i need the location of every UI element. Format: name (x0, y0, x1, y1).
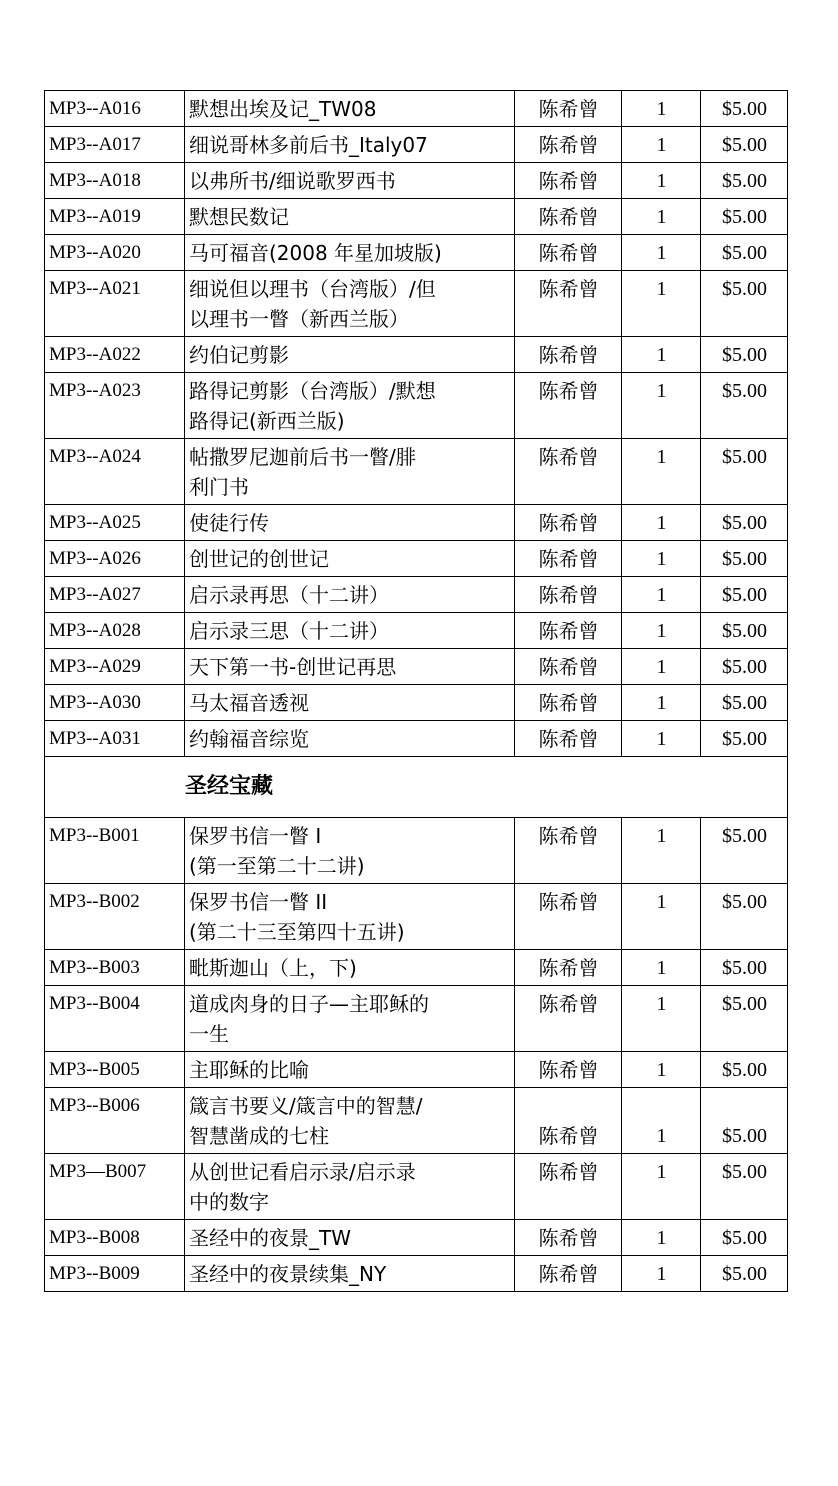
table-row (45, 163, 788, 199)
table-row (45, 613, 788, 649)
item-code: MP3--B009 (45, 1256, 185, 1292)
item-title-line: 毗斯迦山（上，下) (189, 956, 357, 980)
item-quantity: 1 (622, 271, 701, 337)
table-row (45, 721, 788, 757)
item-code: MP3--A026 (45, 541, 185, 577)
item-quantity: 1 (622, 613, 701, 649)
item-code: MP3--A031 (45, 721, 185, 757)
item-code: MP3--B006 (45, 1088, 185, 1154)
item-price: $5.00 (701, 505, 788, 541)
table-row (45, 337, 788, 373)
item-author: 陈希曾 (515, 950, 622, 986)
table-row (45, 199, 788, 235)
item-author: 陈希曾 (515, 163, 622, 199)
item-code: MP3--B004 (45, 986, 185, 1052)
item-title (185, 373, 515, 439)
table-row (45, 235, 788, 271)
item-price: $5.00 (701, 986, 788, 1052)
item-title-line: 路得记剪影（台湾版）/默想 (189, 379, 436, 403)
item-author: 陈希曾 (515, 541, 622, 577)
item-title (185, 163, 515, 199)
item-author: 陈希曾 (515, 1052, 622, 1088)
item-quantity: 1 (622, 649, 701, 685)
item-price: $5.00 (701, 163, 788, 199)
item-title (185, 235, 515, 271)
item-title-line: 以理书一瞥（新西兰版） (189, 307, 409, 331)
item-title (185, 721, 515, 757)
item-code: MP3--A029 (45, 649, 185, 685)
item-title (185, 818, 515, 884)
item-title-line: 中的数字 (189, 1190, 269, 1214)
item-quantity: 1 (622, 1052, 701, 1088)
item-price: $5.00 (701, 1154, 788, 1220)
item-title (185, 439, 515, 505)
item-title (185, 91, 515, 127)
item-code: MP3--A022 (45, 337, 185, 373)
item-title (185, 1256, 515, 1292)
table-row (45, 649, 788, 685)
item-title-line: 利门书 (189, 475, 249, 499)
item-code: MP3--B003 (45, 950, 185, 986)
catalog-sheet (44, 90, 788, 1292)
item-title-line: 默想出埃及记_TW08 (189, 97, 377, 121)
item-author: 陈希曾 (515, 986, 622, 1052)
item-title (185, 613, 515, 649)
item-title (185, 1154, 515, 1220)
item-price: $5.00 (701, 199, 788, 235)
table-row (45, 541, 788, 577)
item-price: $5.00 (701, 373, 788, 439)
item-title-line: 圣经中的夜景续集_NY (189, 1262, 387, 1286)
item-title (185, 986, 515, 1052)
item-title (185, 271, 515, 337)
section-title: 圣经宝藏 (45, 757, 788, 818)
item-title-line: 约伯记剪影 (189, 343, 289, 367)
section-header-group (45, 757, 788, 818)
item-title (185, 1088, 515, 1154)
item-author: 陈希曾 (515, 235, 622, 271)
item-code: MP3--B008 (45, 1220, 185, 1256)
item-price: $5.00 (701, 91, 788, 127)
mp3-catalog-table (44, 90, 788, 1292)
item-author: 陈希曾 (515, 505, 622, 541)
item-price: $5.00 (701, 1220, 788, 1256)
section-header-row (45, 757, 788, 818)
item-title (185, 199, 515, 235)
item-author: 陈希曾 (515, 271, 622, 337)
item-code: MP3--B005 (45, 1052, 185, 1088)
item-title-line: 智慧凿成的七柱 (189, 1124, 329, 1148)
item-code: MP3--A019 (45, 199, 185, 235)
item-code: MP3--A030 (45, 685, 185, 721)
table-row (45, 685, 788, 721)
item-quantity: 1 (622, 199, 701, 235)
table-row (45, 373, 788, 439)
item-author: 陈希曾 (515, 127, 622, 163)
item-quantity: 1 (622, 1088, 701, 1154)
item-price: $5.00 (701, 235, 788, 271)
item-price: $5.00 (701, 1052, 788, 1088)
item-title-line: 细说哥林多前后书_Italy07 (189, 133, 428, 157)
item-title-line: 圣经中的夜景_TW (189, 1226, 351, 1250)
item-title-line: 路得记(新西兰版) (189, 409, 345, 433)
item-price: $5.00 (701, 1088, 788, 1154)
item-quantity: 1 (622, 541, 701, 577)
item-title-line: 启示录再思（十二讲） (189, 583, 389, 607)
table-row (45, 884, 788, 950)
item-author: 陈希曾 (515, 439, 622, 505)
item-title-line: 马太福音透视 (189, 691, 309, 715)
table-row (45, 1088, 788, 1154)
item-title-line: 创世记的创世记 (189, 547, 329, 571)
item-title-line: (第二十三至第四十五讲) (189, 920, 405, 944)
item-quantity: 1 (622, 337, 701, 373)
item-author: 陈希曾 (515, 1220, 622, 1256)
item-title (185, 541, 515, 577)
table-body-series-b (45, 818, 788, 1292)
item-quantity: 1 (622, 505, 701, 541)
item-price: $5.00 (701, 721, 788, 757)
item-price: $5.00 (701, 649, 788, 685)
item-quantity: 1 (622, 1220, 701, 1256)
item-title (185, 950, 515, 986)
item-quantity: 1 (622, 127, 701, 163)
table-row (45, 1052, 788, 1088)
item-title-line: 从创世记看启示录/启示录 (189, 1160, 416, 1184)
item-author: 陈希曾 (515, 818, 622, 884)
item-title (185, 1052, 515, 1088)
item-author: 陈希曾 (515, 373, 622, 439)
item-title-line: 马可福音(2008 年星加坡版) (189, 241, 442, 265)
item-title (185, 1220, 515, 1256)
item-price: $5.00 (701, 439, 788, 505)
item-title-line: 以弗所书/细说歌罗西书 (189, 169, 396, 193)
item-title-line: 细说但以理书（台湾版）/但 (189, 277, 436, 301)
item-author: 陈希曾 (515, 1088, 622, 1154)
item-quantity: 1 (622, 685, 701, 721)
item-author: 陈希曾 (515, 577, 622, 613)
item-title (185, 685, 515, 721)
item-quantity: 1 (622, 986, 701, 1052)
item-author: 陈希曾 (515, 337, 622, 373)
item-author: 陈希曾 (515, 884, 622, 950)
table-row (45, 1220, 788, 1256)
item-price: $5.00 (701, 541, 788, 577)
item-title (185, 505, 515, 541)
table-row (45, 91, 788, 127)
table-row (45, 986, 788, 1052)
item-quantity: 1 (622, 818, 701, 884)
item-quantity: 1 (622, 950, 701, 986)
item-quantity: 1 (622, 373, 701, 439)
item-title-line: 主耶稣的比喻 (189, 1058, 309, 1082)
item-title-line: 使徒行传 (189, 511, 269, 535)
item-price: $5.00 (701, 613, 788, 649)
item-code: MP3--A016 (45, 91, 185, 127)
item-code: MP3—B007 (45, 1154, 185, 1220)
item-code: MP3--A023 (45, 373, 185, 439)
table-row (45, 505, 788, 541)
table-body-series-a (45, 91, 788, 757)
item-code: MP3--A028 (45, 613, 185, 649)
table-row (45, 1154, 788, 1220)
item-quantity: 1 (622, 721, 701, 757)
item-author: 陈希曾 (515, 1154, 622, 1220)
item-title-line: 箴言书要义/箴言中的智慧/ (189, 1094, 423, 1118)
item-code: MP3--A018 (45, 163, 185, 199)
table-row (45, 818, 788, 884)
table-row (45, 127, 788, 163)
item-price: $5.00 (701, 271, 788, 337)
item-title-line: 保罗书信一瞥 II (189, 890, 328, 914)
item-quantity: 1 (622, 163, 701, 199)
item-quantity: 1 (622, 1154, 701, 1220)
item-title (185, 884, 515, 950)
item-code: MP3--A021 (45, 271, 185, 337)
item-code: MP3--A020 (45, 235, 185, 271)
item-author: 陈希曾 (515, 721, 622, 757)
item-author: 陈希曾 (515, 613, 622, 649)
item-title-line: 约翰福音综览 (189, 727, 309, 751)
item-price: $5.00 (701, 1256, 788, 1292)
table-row (45, 577, 788, 613)
item-title (185, 127, 515, 163)
table-row (45, 1256, 788, 1292)
item-price: $5.00 (701, 818, 788, 884)
item-author: 陈希曾 (515, 649, 622, 685)
item-title-line: 一生 (189, 1022, 229, 1046)
item-price: $5.00 (701, 884, 788, 950)
table-row (45, 439, 788, 505)
item-title-line: (第一至第二十二讲) (189, 854, 365, 878)
item-title (185, 577, 515, 613)
item-quantity: 1 (622, 439, 701, 505)
item-code: MP3--B002 (45, 884, 185, 950)
item-title (185, 337, 515, 373)
item-author: 陈希曾 (515, 199, 622, 235)
table-row (45, 271, 788, 337)
item-quantity: 1 (622, 1256, 701, 1292)
item-price: $5.00 (701, 577, 788, 613)
item-title-line: 道成肉身的日子—主耶稣的 (189, 992, 429, 1016)
item-title-line: 启示录三思（十二讲） (189, 619, 389, 643)
item-title-line: 帖撒罗尼迦前后书一瞥/腓 (189, 445, 416, 469)
item-price: $5.00 (701, 337, 788, 373)
item-title (185, 649, 515, 685)
item-quantity: 1 (622, 577, 701, 613)
item-code: MP3--A025 (45, 505, 185, 541)
item-quantity: 1 (622, 235, 701, 271)
item-title-line: 保罗书信一瞥 I (189, 824, 322, 848)
item-quantity: 1 (622, 91, 701, 127)
item-author: 陈希曾 (515, 1256, 622, 1292)
item-code: MP3--A024 (45, 439, 185, 505)
item-price: $5.00 (701, 127, 788, 163)
item-title-line: 天下第一书-创世记再思 (189, 655, 397, 679)
item-price: $5.00 (701, 950, 788, 986)
item-code: MP3--A027 (45, 577, 185, 613)
item-author: 陈希曾 (515, 685, 622, 721)
item-title-line: 默想民数记 (189, 205, 289, 229)
item-code: MP3--B001 (45, 818, 185, 884)
table-row (45, 950, 788, 986)
item-price: $5.00 (701, 685, 788, 721)
item-quantity: 1 (622, 884, 701, 950)
item-code: MP3--A017 (45, 127, 185, 163)
item-author: 陈希曾 (515, 91, 622, 127)
